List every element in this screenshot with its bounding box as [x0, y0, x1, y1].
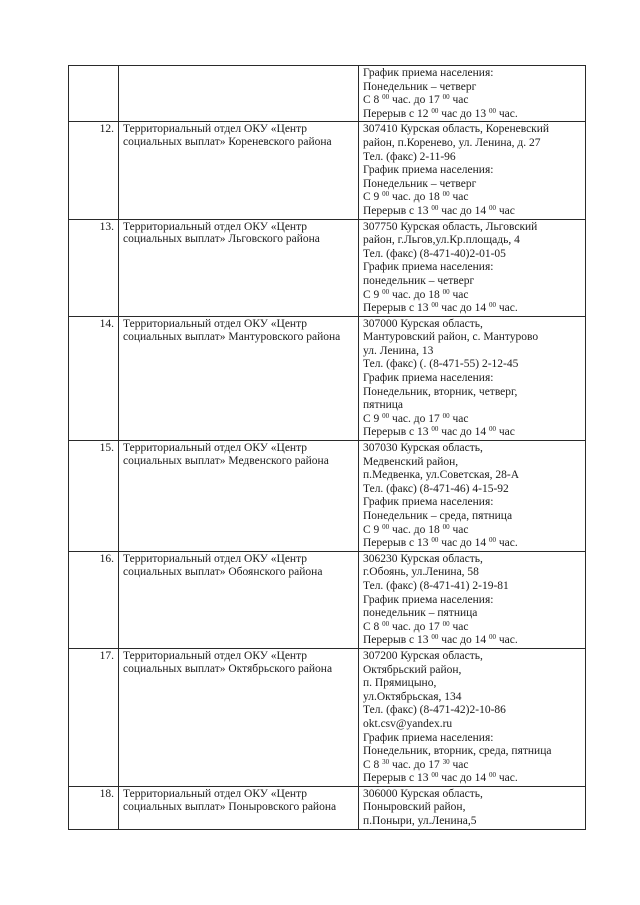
time-minutes: 00	[442, 287, 450, 296]
contact-text: Тел. (факс) (8-471-41) 2-19-81	[363, 579, 509, 592]
row-number: 16.	[69, 551, 119, 648]
contact-text: район, г.Льгов,ул.Кр.площадь, 4	[363, 234, 520, 247]
table-row	[69, 648, 586, 786]
contact-text: п. Прямицыно,	[363, 677, 437, 690]
contact-line	[363, 759, 583, 773]
contact-text: С 9	[363, 191, 383, 204]
contact-text: Медвенский район,	[363, 455, 459, 468]
contact-text: okt.csv@yandex.ru	[363, 717, 453, 730]
contact-text: График приема населения:	[363, 593, 494, 606]
office-contacts	[359, 316, 586, 440]
contact-line	[363, 732, 583, 746]
contact-text: График приема населения:	[363, 731, 494, 744]
contact-line	[363, 718, 583, 732]
contact-text: С 9	[363, 288, 383, 301]
office-contacts	[359, 66, 586, 122]
time-minutes: 00	[442, 411, 450, 420]
contact-text: Тел. (факс) (8-471-46) 4-15-92	[363, 482, 509, 495]
contact-text: час до 14	[438, 204, 489, 217]
contact-line	[363, 151, 583, 165]
contact-text: 307750 Курская область, Льговский	[363, 220, 538, 233]
contact-text: С 8	[363, 758, 383, 771]
office-contacts	[359, 122, 586, 219]
contact-line	[363, 205, 583, 219]
office-name: Территориальный отдел ОКУ «Центр социальных выплат» Медвенского района	[119, 441, 359, 552]
time-minutes: 00	[382, 93, 390, 102]
table-row	[69, 786, 586, 829]
contact-text: 307030 Курская область,	[363, 442, 483, 455]
contact-line	[363, 537, 583, 551]
contact-text: Тел. (факс) (. (8-471-55) 2-12-45	[363, 358, 519, 371]
time-minutes: 00	[431, 771, 439, 780]
contact-text: Перерыв с 13	[363, 634, 432, 647]
contact-text: Тел. (факс) (8-471-42)2-10-86	[363, 704, 506, 717]
contact-line	[363, 691, 583, 705]
contact-text: Понедельник – четверг	[363, 80, 477, 93]
time-minutes: 00	[431, 425, 439, 434]
contact-text: 307000 Курская область,	[363, 317, 483, 330]
time-minutes: 00	[382, 522, 390, 531]
time-minutes: 00	[431, 106, 439, 115]
contact-line	[363, 108, 583, 122]
contact-text: Октябрьский район,	[363, 663, 462, 676]
contact-text: Понедельник – среда, пятница	[363, 510, 513, 522]
contact-line	[363, 650, 583, 664]
contact-line	[363, 815, 583, 829]
contact-line	[363, 664, 583, 678]
contact-text: Понедельник, вторник, четверг,	[363, 385, 518, 398]
contact-text: час. до 17	[389, 412, 443, 425]
row-number: 12.	[69, 122, 119, 219]
contact-line	[363, 94, 583, 108]
contact-line	[363, 191, 583, 205]
table-row	[69, 441, 586, 552]
contact-text: ул. Ленина, 13	[363, 344, 434, 357]
time-minutes: 00	[489, 633, 496, 642]
row-number: 17.	[69, 648, 119, 786]
contact-line	[363, 372, 583, 386]
contact-text: С 8	[363, 94, 383, 107]
contact-line	[363, 137, 583, 151]
time-minutes: 00	[382, 287, 390, 296]
contact-text: График приема населения:	[363, 496, 494, 509]
contact-text: Перерыв с 13	[363, 772, 432, 785]
time-minutes: 00	[442, 522, 450, 531]
contact-text: час	[449, 620, 469, 633]
office-contacts	[359, 441, 586, 552]
contact-text: Тел. (факс) (8-471-40)2-01-05	[363, 247, 506, 260]
contact-line	[363, 621, 583, 635]
contact-text: час. до 17	[389, 758, 443, 771]
row-number	[69, 66, 119, 122]
contact-text: Перерыв с 12	[363, 107, 432, 120]
office-name: Территориальный отдел ОКУ «Центр социальных выплат» Мантуровского района	[119, 316, 359, 440]
contact-line	[363, 594, 583, 608]
contact-text: Перерыв с 13	[363, 302, 432, 315]
contact-text: час. до 17	[389, 94, 443, 107]
contact-line	[363, 123, 583, 137]
contact-text: 307200 Курская область,	[363, 649, 483, 662]
table-row	[69, 122, 586, 219]
contact-text: час. до 17	[389, 620, 443, 633]
time-minutes: 00	[431, 203, 439, 212]
contact-text: понедельник – пятница	[363, 607, 478, 620]
office-name: Территориальный отдел ОКУ «Центр социальных выплат» Поныровского района	[119, 786, 359, 829]
contact-line	[363, 302, 583, 316]
contact-line	[363, 261, 583, 275]
contact-line	[363, 483, 583, 497]
contact-text: час.	[496, 634, 518, 647]
contact-text: С 8	[363, 620, 383, 633]
office-contacts	[359, 219, 586, 316]
contact-text: час	[496, 426, 515, 439]
contact-line	[363, 345, 583, 359]
contact-text: 307410 Курская область, Кореневский	[363, 123, 550, 136]
office-name: Территориальный отдел ОКУ «Центр социальных выплат» Кореневского района	[119, 122, 359, 219]
time-minutes: 30	[442, 757, 450, 766]
contact-line	[363, 81, 583, 95]
contact-line	[363, 413, 583, 427]
contact-line	[363, 318, 583, 332]
contact-text: Перерыв с 13	[363, 537, 432, 550]
table-row	[69, 219, 586, 316]
contact-line	[363, 456, 583, 470]
contact-text: Перерыв с 13	[363, 426, 432, 439]
contact-text: час. до 18	[389, 523, 443, 536]
contact-line	[363, 331, 583, 345]
contact-text: Понедельник, вторник, среда, пятница	[363, 745, 552, 758]
contact-line	[363, 745, 583, 759]
contact-line	[363, 164, 583, 178]
contact-line	[363, 677, 583, 691]
office-contacts	[359, 551, 586, 648]
contact-text: График приема населения:	[363, 67, 494, 79]
contact-text: С 9	[363, 523, 383, 536]
time-minutes: 00	[489, 301, 496, 310]
row-number: 13.	[69, 219, 119, 316]
contact-text: п.Поныри, ул.Ленина,5	[363, 815, 477, 828]
time-minutes: 00	[489, 536, 496, 545]
contact-text: час.	[496, 107, 518, 120]
office-name: Территориальный отдел ОКУ «Центр социальных выплат» Октябрьского района	[119, 648, 359, 786]
contact-text: График приема населения:	[363, 372, 494, 385]
contact-line	[363, 234, 583, 248]
contact-text: Понедельник – четверг	[363, 177, 477, 190]
contact-line	[363, 358, 583, 372]
time-minutes: 00	[431, 633, 439, 642]
row-number: 15.	[69, 441, 119, 552]
contact-line	[363, 566, 583, 580]
time-minutes: 00	[431, 536, 439, 545]
contact-line	[363, 275, 583, 289]
time-minutes: 00	[489, 771, 496, 780]
contact-line	[363, 399, 583, 413]
contact-text: Поныровский район,	[363, 801, 466, 814]
office-name: Территориальный отдел ОКУ «Центр социальных выплат» Обоянского района	[119, 551, 359, 648]
contact-line	[363, 788, 583, 802]
time-minutes: 00	[489, 203, 496, 212]
time-minutes: 30	[382, 757, 390, 766]
contact-text: п.Медвенка, ул.Советская, 28-А	[363, 469, 520, 482]
row-number: 18.	[69, 786, 119, 829]
contact-line	[363, 221, 583, 235]
contact-text: час. до 18	[389, 288, 443, 301]
contact-text: г.Обоянь, ул.Ленина, 58	[363, 566, 479, 579]
offices-table	[68, 65, 586, 830]
table-row	[69, 551, 586, 648]
contact-text: час	[449, 288, 469, 301]
table-row	[69, 316, 586, 440]
contact-text: пятница	[363, 399, 404, 412]
contact-text: час до 13	[438, 107, 489, 120]
table-row	[69, 66, 586, 122]
contact-text: час.	[496, 302, 518, 315]
contact-text: час до 14	[438, 302, 489, 315]
contact-text: График приема населения:	[363, 261, 494, 274]
contact-text: понедельник – четверг	[363, 274, 475, 287]
contact-text: район, п.Коренево, ул. Ленина, д. 27	[363, 136, 541, 149]
contact-line	[363, 442, 583, 456]
contact-text: С 9	[363, 412, 383, 425]
contact-text: час	[449, 523, 469, 536]
contact-line	[363, 289, 583, 303]
contact-line	[363, 178, 583, 192]
time-minutes: 00	[382, 190, 390, 199]
time-minutes: 00	[431, 301, 439, 310]
contact-text: час	[449, 758, 469, 771]
contact-line	[363, 510, 583, 524]
contact-text: График приема населения:	[363, 164, 494, 177]
contact-line	[363, 634, 583, 648]
contact-line	[363, 426, 583, 440]
contact-text: час	[496, 204, 515, 217]
contact-text: 306000 Курская область,	[363, 787, 483, 800]
time-minutes: 00	[442, 93, 450, 102]
contact-text: час до 14	[438, 634, 489, 647]
contact-text: час до 14	[438, 772, 489, 785]
contact-line	[363, 386, 583, 400]
contact-line	[363, 496, 583, 510]
contact-line	[363, 524, 583, 538]
time-minutes: 00	[442, 619, 450, 628]
contact-text: Тел. (факс) 2-11-96	[363, 150, 456, 163]
contact-line	[363, 801, 583, 815]
contact-text: час до 14	[438, 426, 489, 439]
contact-text: час до 14	[438, 537, 489, 550]
office-contacts	[359, 648, 586, 786]
contact-text: час.	[496, 537, 518, 550]
contact-text: час	[449, 412, 469, 425]
contact-text: час. до 18	[389, 191, 443, 204]
contact-text: час.	[496, 772, 518, 785]
contact-text: Перерыв с 13	[363, 204, 432, 217]
contact-line	[363, 704, 583, 718]
time-minutes: 00	[382, 411, 390, 420]
contact-line	[363, 67, 583, 81]
contact-line	[363, 248, 583, 262]
contact-line	[363, 553, 583, 567]
contact-text: Мантуровский район, с. Мантурово	[363, 331, 539, 344]
contact-line	[363, 607, 583, 621]
time-minutes: 00	[442, 190, 450, 199]
office-name	[119, 66, 359, 122]
office-contacts	[359, 786, 586, 829]
time-minutes: 00	[489, 425, 496, 434]
contact-text: час	[449, 191, 469, 204]
time-minutes: 00	[382, 619, 390, 628]
contact-text: час	[449, 94, 469, 107]
contact-text: 306230 Курская область,	[363, 552, 483, 565]
offices-table-body	[69, 66, 586, 830]
contact-line	[363, 772, 583, 786]
time-minutes: 00	[489, 106, 496, 115]
contact-line	[363, 469, 583, 483]
row-number: 14.	[69, 316, 119, 440]
contact-line	[363, 580, 583, 594]
office-name: Территориальный отдел ОКУ «Центр социальных выплат» Льговского района	[119, 219, 359, 316]
contact-text: ул.Октябрьская, 134	[363, 690, 462, 703]
